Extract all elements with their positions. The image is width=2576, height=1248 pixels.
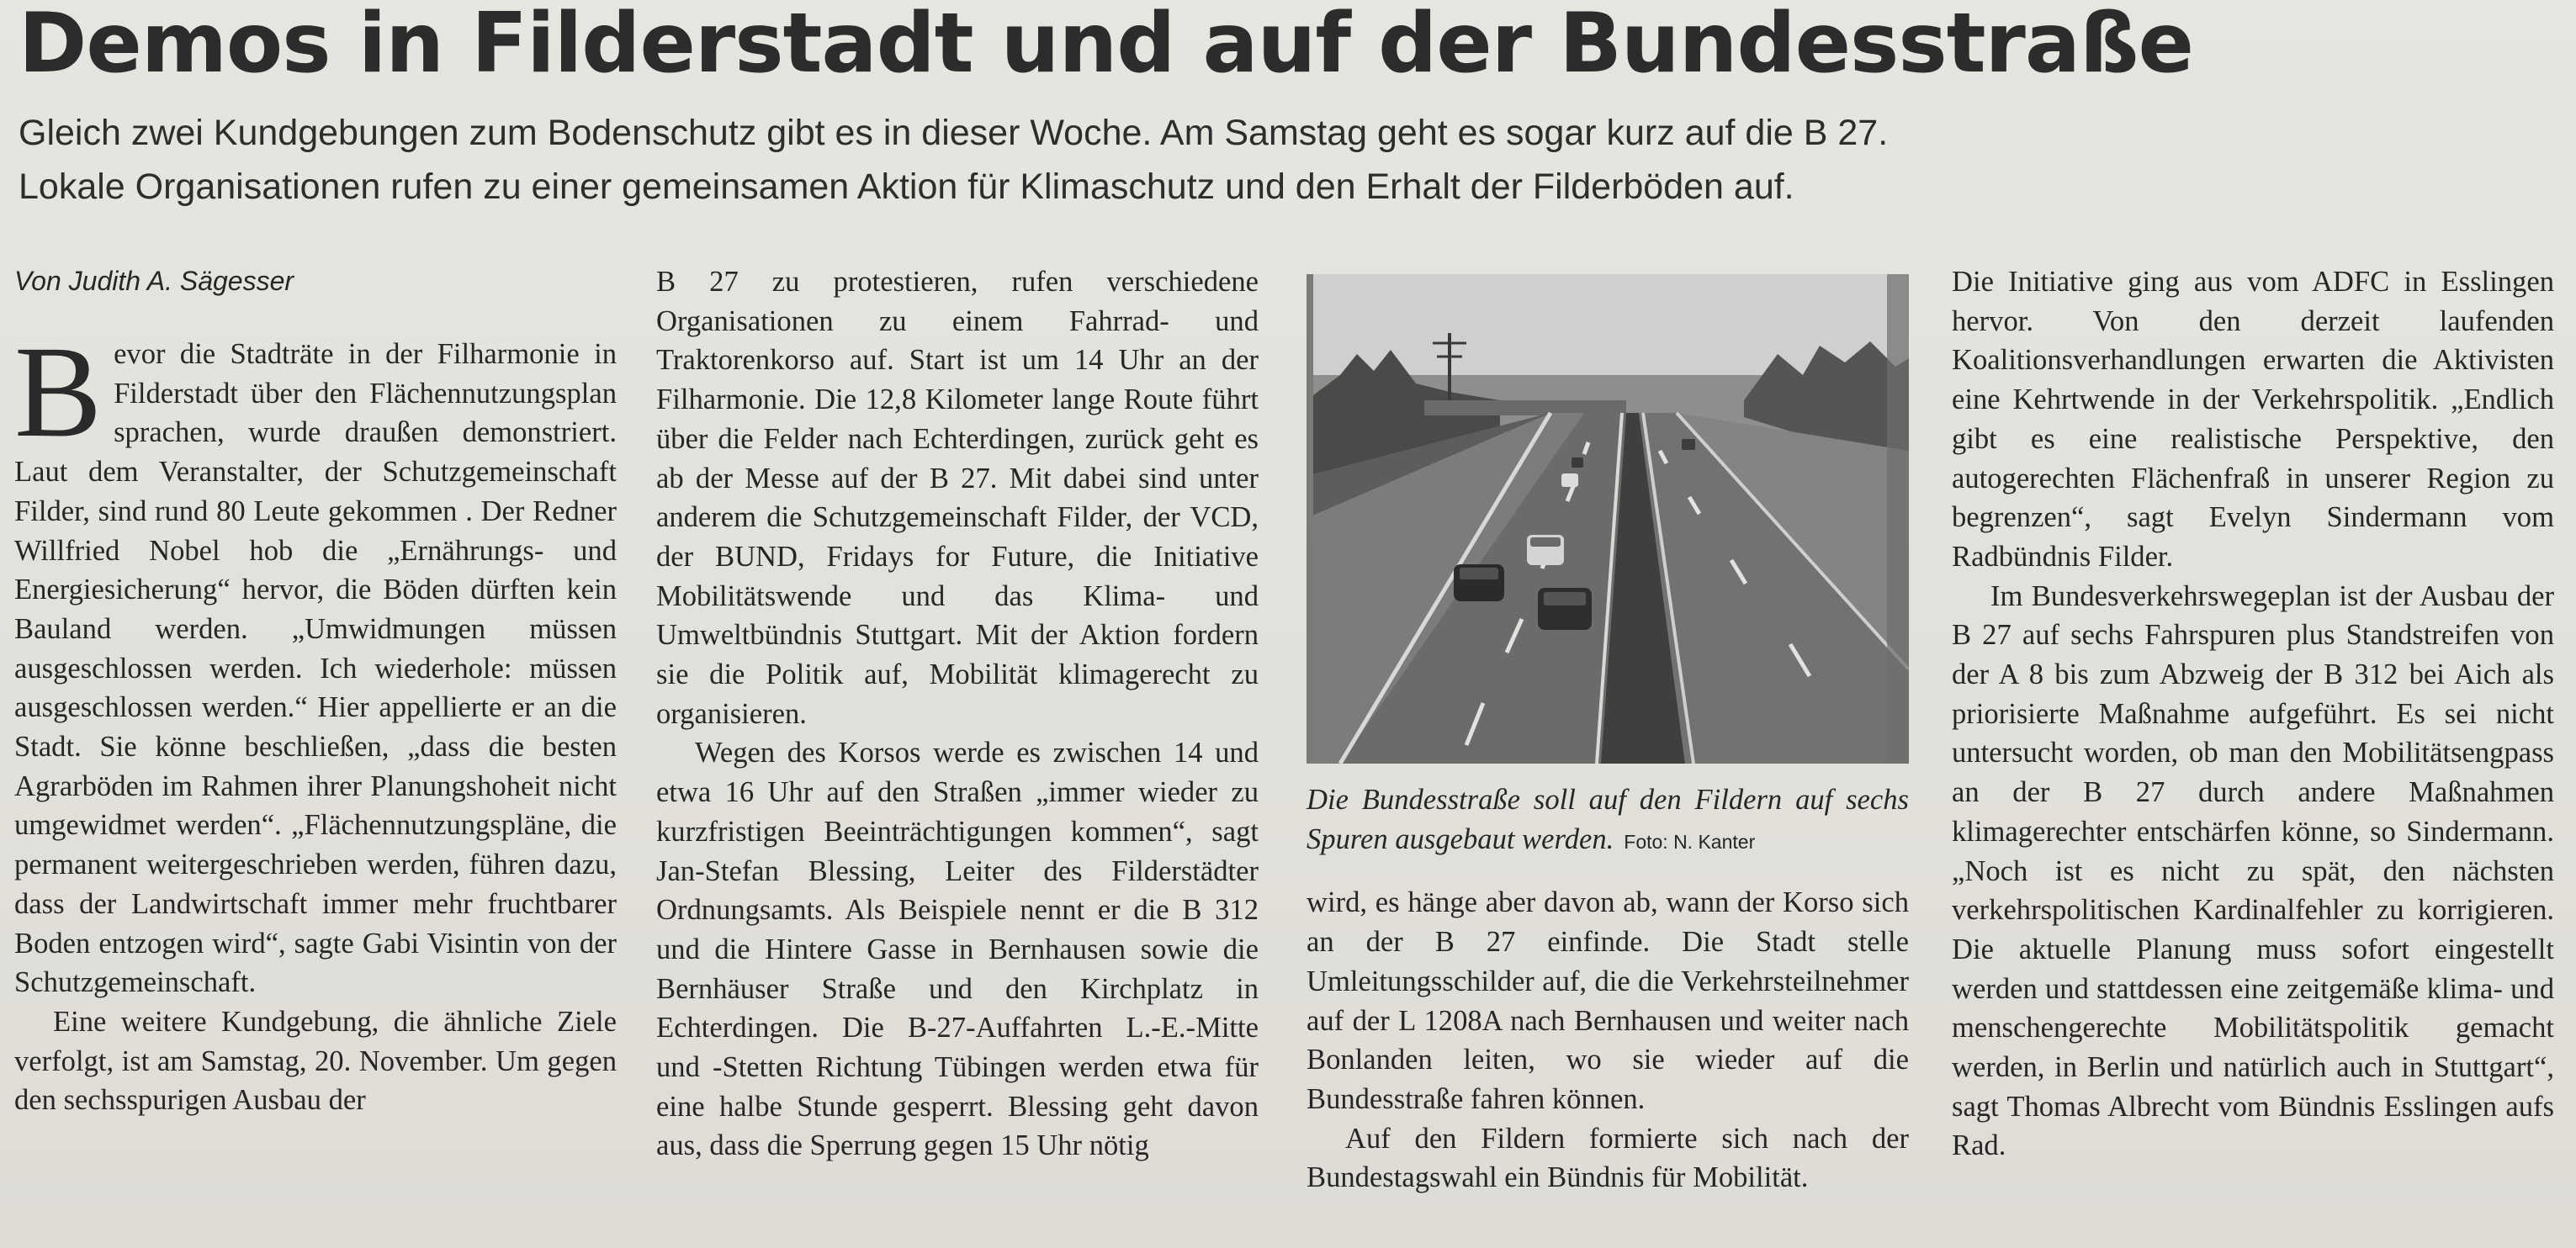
highway-photo-image — [1307, 274, 1909, 764]
paragraph: Auf den Fildern formierte sich nach der Bundestagswahl ein Bündnis für Mobilität. — [1307, 1122, 1909, 1194]
column-3-text — [1307, 883, 1909, 1198]
photo-caption — [1307, 780, 1909, 861]
highway-photo — [1307, 274, 1909, 764]
article-column-2 — [656, 262, 1259, 1166]
subheadline — [19, 106, 1888, 214]
paragraph: Die Initiative ging aus vom ADFC in Esslingen hervor. Von den derzeit laufenden Koalitionsverhandlungen erwarten die Aktivisten eine Kehrtwende in der Verkehrspolitik. „Endlich gibt es eine realistische Perspektive, den autogerechten Flächenfraß in unserer Region zu begrenzen“, sagt Evelyn Sindermann vom Radbündnis Filder. — [1952, 266, 2554, 573]
headline: Demos in Filderstadt und auf der Bundesstraße — [19, 0, 2193, 92]
paragraph: Eine weitere Kundgebung, die ähnliche Ziele verfolgt, ist am Samstag, 20. November. Um gegen den sechsspurigen Ausbau der — [14, 1005, 617, 1117]
byline: Von Judith A. Sägesser — [14, 266, 294, 296]
article-column-1 — [14, 262, 617, 1120]
subheadline-line-1: Gleich zwei Kundgebungen zum Bodenschutz gibt es in dieser Woche. Am Samstag geht es sogar kurz auf die B 27. — [19, 113, 1889, 153]
paragraph: Bevor die Stadträte in der Filharmonie in Filderstadt über den Flächennutzungsplan sprachen, wurde draußen demonstriert. Laut dem Veranstalter, der Schutzgemeinschaft Filder, sind rund 80 Leute gekommen . Der Redner Willfried Nobel hob die „Ernährungs- und Energiesicherung“ hervor, die Böden dürften kein Bauland werden. „Umwidmungen müssen ausgeschlossen werden. Ich wiederhole: müssen ausgeschlossen werden.“ Hier appellierte er an die Stadt. Sie könne beschließen, „dass die besten Agrarböden im Rahmen ihrer Planungshoheit nicht umgewidmet werden“. „Flächennutzungspläne, die permanent weitergeschrieben werden, führen dazu, dass der Landwirtschaft immer mehr fruchtbarer Boden entzogen wird“, sagte Gabi Visintin von der Schutzgemeinschaft. — [14, 319, 617, 999]
caption-text: Die Bundesstraße soll auf den Fildern auf sechs Spuren ausgebaut werden. — [1307, 784, 1909, 855]
article-column-3 — [1307, 274, 1909, 1198]
subheadline-line-2: Lokale Organisationen rufen zu einer gemeinsamen Aktion für Klimaschutz und den Erhalt der Filderböden auf. — [19, 167, 1794, 207]
paragraph: B 27 zu protestieren, rufen verschiedene Organisationen zu einem Fahrrad- und Traktorenkorso auf. Start ist um 14 Uhr an der Filharmonie. Die 12,8 Kilometer lange Route führt über die Felder nach Echterdingen, zurück geht es ab der Messe auf der B 27. Mit dabei sind unter anderem die Schutzgemeinschaft Filder, der VCD, der BUND, Fridays for Future, die Initiative Mobilitätswende und das Klima- und Umweltbündnis Stuttgart. Mit der Aktion fordern sie die Politik auf, Mobilität klimagerecht zu organisieren. — [656, 266, 1259, 730]
article-column-4 — [1952, 262, 2554, 1166]
paragraph: Wegen des Korsos werde es zwischen 14 und etwa 16 Uhr auf den Straßen „immer wieder zu kurzfristigen Beeinträchtigungen kommen“, sagt Jan-Stefan Blessing, Leiter des Filderstädter Ordnungsamts. Als Beispiele nennt er die B 312 und die Hintere Gasse in Bernhausen sowie die Bernhäuser Straße und den Kirchplatz in Echterdingen. Die B-27-Auffahrten L.-E.-Mitte und -Stetten Richtung Tübingen werden etwa für eine halbe Stunde gesperrt. Blessing geht davon aus, dass die Sperrung gegen 15 Uhr nötig — [656, 737, 1259, 1162]
photo-credit: Foto: N. Kanter — [1624, 830, 1756, 853]
paragraph: wird, es hänge aber davon ab, wann der Korso sich an der B 27 einfinde. Die Stadt stelle Umleitungsschilder auf, die die Verkehrsteilnehmer auf der L 1208A nach Bernhausen und weiter nach Bonlanden leiten, wo sie wieder auf die Bundesstraße fahren können. — [1307, 886, 1909, 1115]
paragraph: Im Bundesverkehrswegeplan ist der Ausbau der B 27 auf sechs Fahrspuren plus Standstreifen von der A 8 bis zum Abzweig der B 312 bei Aich als priorisierte Maßnahme aufgeführt. Es sei nicht untersucht worden, ob man den Mobilitätsengpass an der B 27 durch andere Maßnahmen klimagerechter entschärfen könne, so Sindermann. „Noch ist es nicht zu spät, den nächsten verkehrspolitischen Kardinalfehler zu korrigieren. Die aktuelle Planung muss sofort eingestellt werden und stattdessen eine zeitgemäße klima- und menschengerechte Mobilitätspolitik gemacht werden, in Berlin und natürlich auch in Stuttgart“, sagt Thomas Albrecht vom Bündnis Esslingen aufs Rad. — [1952, 579, 2554, 1162]
